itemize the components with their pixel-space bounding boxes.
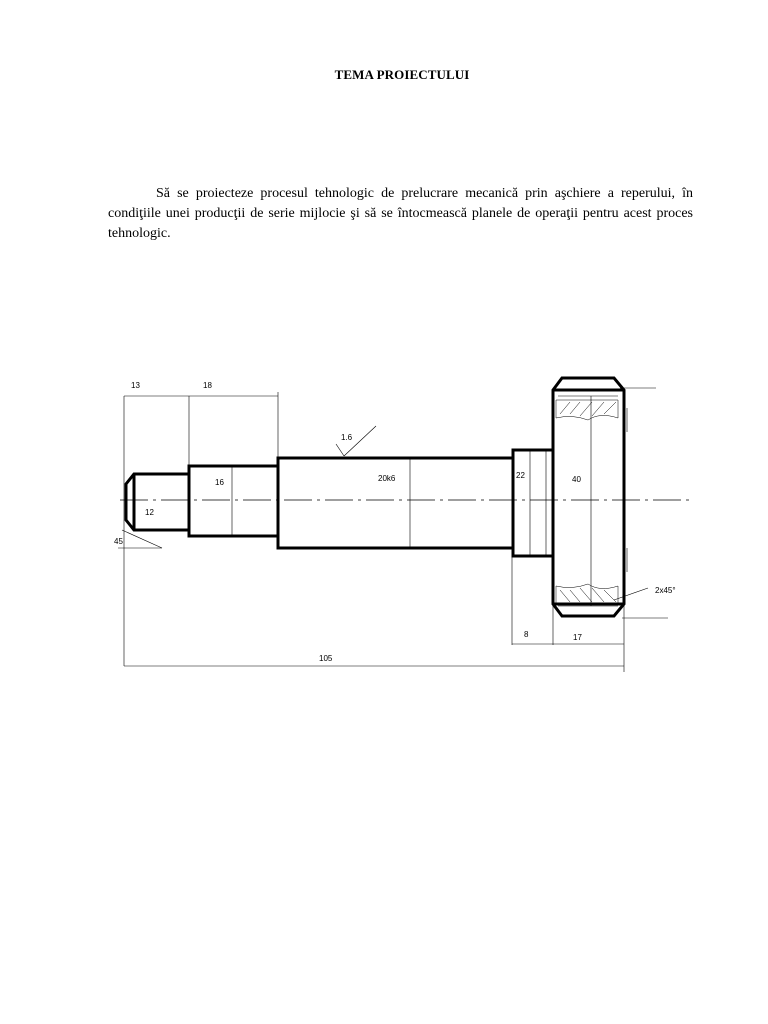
hatch-bottom [556, 584, 618, 604]
chamfer-2x45: 2x45° [655, 586, 676, 595]
chamfer-45: 45 [114, 537, 123, 546]
shaft-outline [126, 378, 624, 616]
hatch-top [556, 400, 618, 420]
dim-20k6: 20k6 [378, 474, 396, 483]
assignment-paragraph: Să se proiecteze procesul tehnologic de prelucrare mecanică prin aşchiere a reperului, în condiţiile unei producţii de serie mijlocie şi să se întocmească planele de operaţii pentru acest proces tehnologic. [108, 186, 693, 241]
dim-22: 22 [516, 471, 525, 480]
dim-40: 40 [572, 475, 581, 484]
dimension-lines [118, 388, 668, 672]
document-title: TEMA PROIECTULUI [334, 67, 470, 82]
dim-18: 18 [203, 381, 212, 390]
dim-13: 13 [131, 381, 140, 390]
roughness-1-6: 1.6 [341, 433, 353, 442]
dim-17: 17 [573, 633, 582, 642]
dim-105: 105 [319, 654, 333, 663]
dim-16: 16 [215, 478, 224, 487]
dim-12: 12 [145, 508, 154, 517]
dim-8: 8 [524, 630, 529, 639]
